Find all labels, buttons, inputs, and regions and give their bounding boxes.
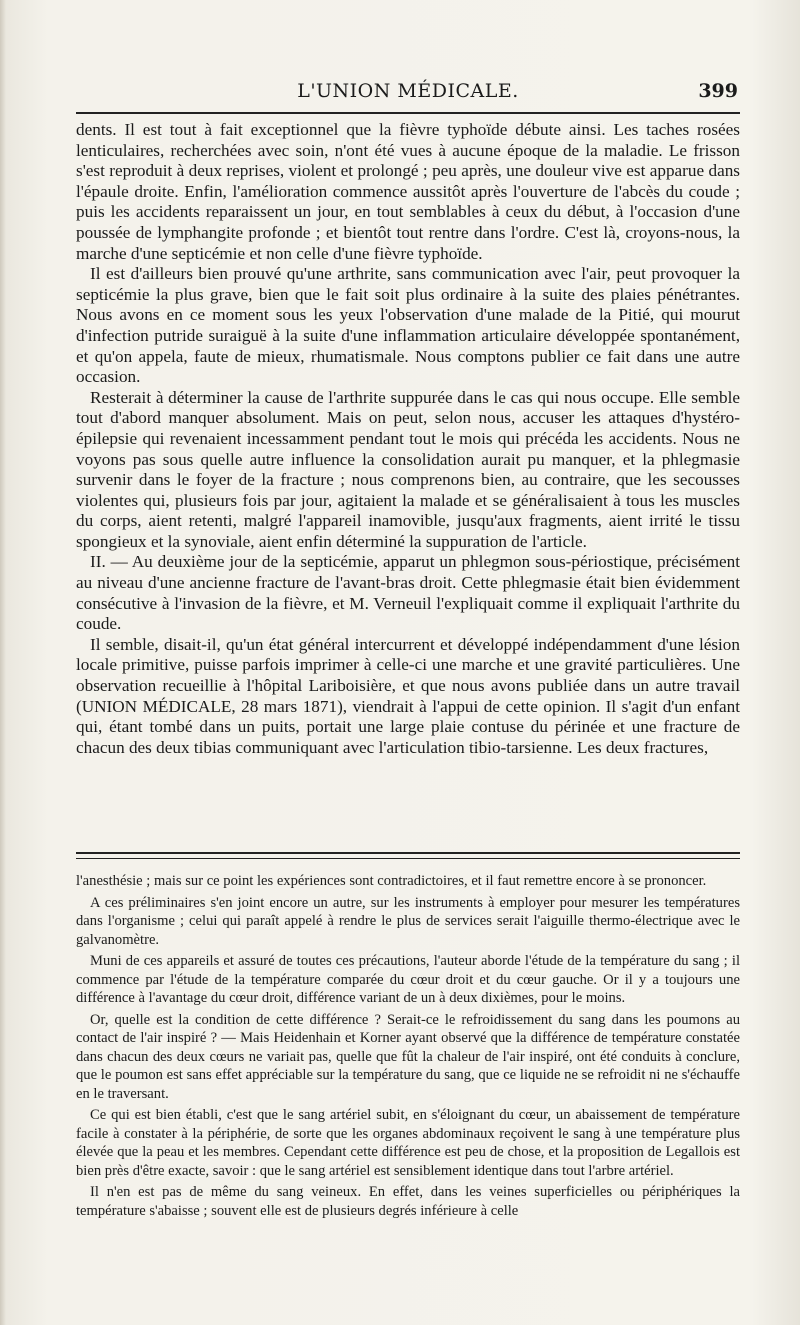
main-text bbox=[76, 120, 740, 758]
feuilleton-paragraph: Il n'en est pas de même du sang veineux. En effet, dans les veines superficielles ou périphériques la température s'abaisse ; souvent elle est de plusieurs degrés inférieure à celle bbox=[76, 1184, 740, 1219]
feuilleton-paragraph: Or, quelle est la condition de cette différence ? Serait-ce le refroidissement du sang dans les poumons au contact de l'air inspiré ? — Mais Heidenhain et Korner ayant observé que la différence de température constatée dans chacun des deux cœurs ne variait pas, quelle que fût la chaleur de l'air inspiré, ont été conduits à conclure, que le poumon est sans effet appréciable sur la température du sang, que ce liquide ne se refroidit ni ne s'échauffe en le traversant. bbox=[76, 1011, 740, 1102]
running-title: L'UNION MÉDICALE. bbox=[297, 80, 519, 102]
feuilleton-paragraph: A ces préliminaires s'en joint encore un autre, sur les instruments à employer pour mesurer les températures dans l'organisme ; celui qui paraît appelé à rendre le plus de services serait l'aiguille thermo-électrique avec le galvanomètre. bbox=[76, 894, 740, 948]
feuilleton-rule-thick bbox=[76, 852, 740, 854]
feuilleton-rule-thin bbox=[76, 858, 740, 859]
feuilleton-paragraph: Ce qui est bien établi, c'est que le sang artériel subit, en s'éloignant du cœur, un abaissement de température facile à constater à la périphérie, de sorte que les organes abdominaux reçoivent le sang à une température plus élevée que la peau et les membres. Cependant cette différence est peu de chose, et la proposition de Legallois est bien près d'être exacte, savoir : que le sang artériel est sensiblement identique dans tout l'arbre artériel. bbox=[76, 1107, 740, 1179]
page-number: 399 bbox=[698, 80, 738, 102]
main-paragraph: Il semble, disait-il, qu'un état général intercurrent et développé indépendamment d'une lésion locale primitive, puisse parfois imprimer à celle-ci une marche et une gravité particulières. Une observation recueillie à l'hôpital Lariboisière, et que nous avons publiée dans un autre travail (UNION MÉDICALE, 28 mars 1871), viendrait à l'appui de cette opinion. Il s'agit d'un enfant qui, étant tombé dans un puits, portait une large plaie contuse du périnée et une fracture de chacun des deux tibias communiquant avec l'articulation tibio-tarsienne. Les deux fractures, bbox=[76, 634, 740, 757]
main-paragraph: Resterait à déterminer la cause de l'arthrite suppurée dans le cas qui nous occupe. Elle semble tout d'abord manquer absolument. Mais on peut, selon nous, accuser les attaques d'hystéro-épilepsie qui revenaient incessamment pendant tout le mois qui précéda les accidents. Nous ne voyons pas sous quelle autre influence la consolidation aurait pu manquer, et la phlegmasie survenir dans le foyer de la fracture ; nous comprenons bien, au contraire, que les secousses violentes qui, plusieurs fois par jour, agitaient la malade et se généralisaient à tous les muscles du corps, aient retenti, malgré l'appareil inamovible, jusqu'aux fragments, aient irrité le tissu spongieux et la synoviale, aient enfin déterminé la suppuration de l'article. bbox=[76, 387, 740, 551]
page-header bbox=[76, 76, 740, 104]
feuilleton-text bbox=[76, 872, 740, 1223]
main-paragraph: dents. Il est tout à fait exceptionnel que la fièvre typhoïde débute ainsi. Les taches rosées lenticulaires, recherchées avec soin, n'ont été vues à aucune époque de la maladie. Le frisson s'est reproduit à deux reprises, violent et prolongé ; peu après, une douleur vive est apparue dans l'épaule droite. Enfin, l'amélioration commence aussitôt après l'ouverture de l'abcès du coude ; puis les accidents reparaissent un jour, en tout semblables à ceux du début, à l'occasion d'une poussée de lymphangite profonde ; et bientôt tout rentre dans l'ordre. C'est là, croyons-nous, la marche d'une septicémie et non celle d'une fièvre typhoïde. bbox=[76, 120, 740, 263]
main-paragraph: Il est d'ailleurs bien prouvé qu'une arthrite, sans communication avec l'air, peut provoquer la septicémie la plus grave, bien que le fait soit plus ordinaire à la suite des plaies pénétrantes. Nous avons en ce moment sous les yeux l'observation d'une malade de la Pitié, qui mourut d'infection putride suraiguë à la suite d'une inflammation articulaire développée spontanément, et qu'on appela, faute de mieux, rhumatismale. Nous comptons publier ce fait dans une autre occasion. bbox=[76, 264, 740, 387]
feuilleton-paragraph: Muni de ces appareils et assuré de toutes ces précautions, l'auteur aborde l'étude de la température du sang ; il commence par l'étude de la température comparée du cœur droit et du cœur gauche. Or il y a toujours une différence à l'avantage du cœur droit, différence variant de un à deux dixièmes, pour le moins. bbox=[76, 953, 740, 1006]
binding-shadow bbox=[0, 0, 6, 1325]
main-paragraph: II. — Au deuxième jour de la septicémie, apparut un phlegmon sous-périostique, précisément au niveau d'une ancienne fracture de l'avant-bras droit. Cette phlegmasie était bien évidemment consécutive à l'invasion de la fièvre, et M. Verneuil l'expliquait comme il expliquait l'arthrite du coude. bbox=[76, 552, 740, 634]
feuilleton-paragraph: l'anesthésie ; mais sur ce point les expériences sont contradictoires, et il faut remettre encore à se prononcer. bbox=[76, 873, 707, 889]
header-rule bbox=[76, 112, 740, 114]
